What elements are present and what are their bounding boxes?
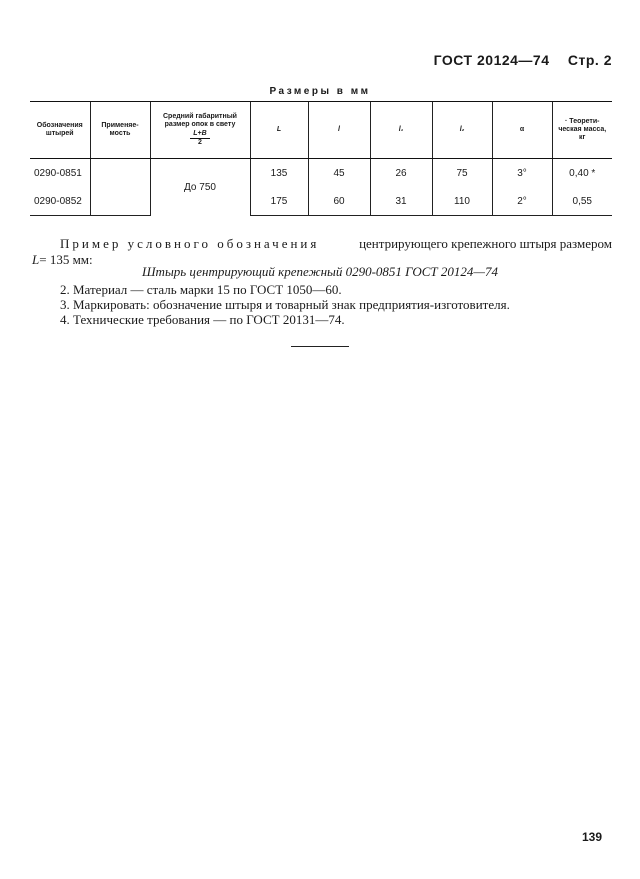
page-label: Стр. 2	[567, 52, 612, 68]
note-item: 4. Технические требования — по ГОСТ 20131—74.	[60, 312, 345, 327]
header-alpha: α	[492, 102, 552, 159]
table-header-row	[30, 102, 612, 159]
header-L: L	[250, 102, 308, 159]
cell-l2: 75	[432, 159, 492, 188]
cell-designation: 0290-0851	[34, 167, 82, 179]
example-value: = 135 мм:	[39, 252, 93, 267]
example-text: центрирующего крепежного штыря размером	[359, 236, 612, 251]
cell-L: 175	[250, 187, 308, 216]
example-lead: Пример условного обозначения	[60, 236, 320, 251]
cell-designation: 0290-0852	[30, 187, 90, 216]
cell-l1: 26	[370, 159, 432, 188]
cell-mass: 0,40 *	[552, 159, 612, 188]
cell-l: 45	[308, 159, 370, 188]
header-l: l	[308, 102, 370, 159]
divider	[291, 346, 349, 347]
fraction-numerator: L+B	[190, 130, 209, 139]
table-row	[30, 187, 612, 216]
cell-l1: 31	[370, 187, 432, 216]
page-number: 139	[581, 830, 602, 844]
table-row	[30, 159, 612, 188]
header-mass: · Теорети- ческая масса, кг	[552, 102, 612, 159]
header-l1: l₁	[370, 102, 432, 159]
cell-mass: 0,55	[552, 187, 612, 216]
designation-example: Штырь центрирующий крепежный 0290-0851 ГОСТ 20124—74	[142, 264, 498, 279]
fraction-denominator: 2	[198, 138, 202, 146]
cell-L: 135	[250, 159, 308, 188]
cell-l: 60	[308, 187, 370, 216]
standard-number: ГОСТ 20124—74	[433, 52, 550, 68]
header-l2: l₂	[432, 102, 492, 159]
cell-alpha: 2°	[492, 187, 552, 216]
header-applicability: Применяе- мость	[90, 102, 150, 159]
header-mean-size: Средний габаритный размер опок в свету L+B 2	[150, 102, 250, 159]
note-item: 2. Материал — сталь марки 15 по ГОСТ 1050—60.	[60, 282, 342, 297]
cell-mean-size: До 750	[150, 159, 250, 216]
cell-l2: 110	[432, 187, 492, 216]
header-designation: Обозначения штырей	[30, 102, 90, 159]
dimensions-table	[30, 101, 612, 216]
cell-applicability	[90, 159, 150, 188]
units-caption: Размеры в мм	[269, 86, 371, 97]
cell-alpha: 3°	[492, 159, 552, 188]
notes-list	[60, 282, 510, 327]
example-variable: L	[32, 252, 40, 267]
note-item: 3. Маркировать: обозначение штыря и товарный знак предприятия-изготовителя.	[60, 297, 510, 312]
cell-applicability	[90, 187, 150, 216]
page-header	[420, 52, 612, 68]
